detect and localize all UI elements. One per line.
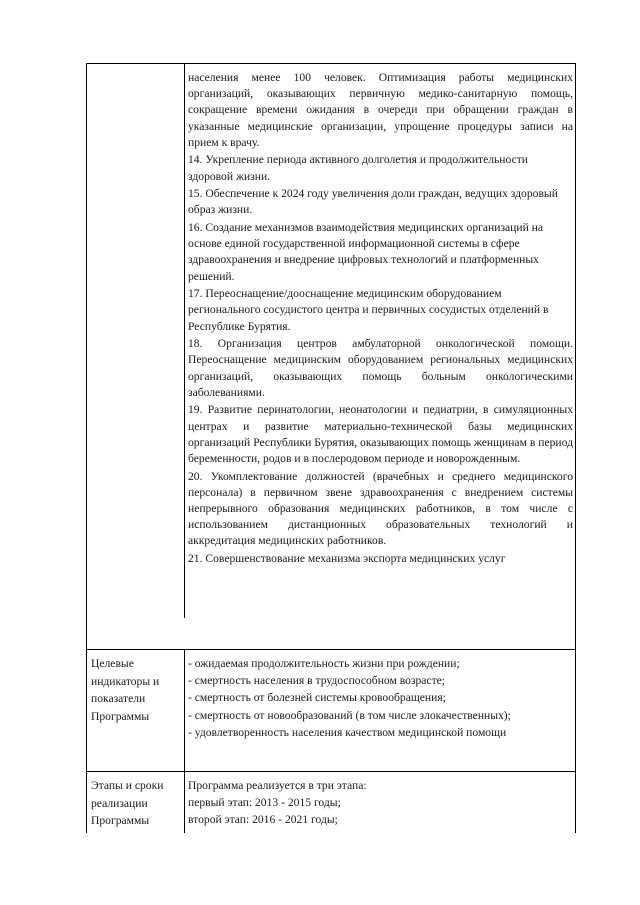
- task-paragraph: 20. Укомплектование должностей (врачебных и среднего медицинского персонала) в первичном звене здравоохранения с внедрением системы непрерывного образования медицинских работников, в том числе с использованием дистанционных образовательных технологий и аккредитация медицинских работников.: [188, 469, 573, 548]
- stage-item: первый этап: 2013 - 2015 годы;: [188, 796, 341, 810]
- indicators-label: [91, 655, 183, 725]
- task-paragraph: населения менее 100 человек. Оптимизация работы медицинских организаций, оказывающих первичную медико-санитарную помощь, сокращение времени ожидания в очереди при обращении граждан в указанные медицинские организации, упрощение процедуры записи на прием к врачу.: [188, 71, 573, 149]
- column-divider-top: [184, 63, 185, 618]
- indicator-item: - смертность от новообразований (в том числе злокачественных);: [188, 708, 511, 722]
- indicator-item: - ожидаемая продолжительность жизни при рождении;: [188, 657, 460, 670]
- task-paragraph: 15. Обеспечение к 2024 году увеличения доли граждан, ведущих здоровый образ жизни.: [188, 187, 558, 217]
- indicators-label-line: Целевые: [91, 657, 134, 670]
- indicator-item: - смертность населения в трудоспособном возрасте;: [188, 674, 446, 688]
- task-paragraph: 17. Переоснащение/дооснащение медицинским оборудованием регионального сосудистого центра и первичных сосудистых отделений в Республике Бурятия.: [188, 287, 549, 333]
- stages-label: [91, 777, 183, 830]
- stages-label-line: Программы: [91, 814, 150, 827]
- indicators-label-line: Программы: [91, 709, 150, 723]
- indicators-label-line: показатели: [91, 692, 146, 705]
- column-divider-indicators: [184, 649, 185, 833]
- indicators-label-line: индикаторы и: [91, 674, 160, 688]
- task-paragraph: 21. Совершенствование механизма экспорта медицинских услуг: [188, 552, 506, 566]
- stage-item: Программа реализуется в три этапа:: [188, 779, 367, 792]
- task-paragraph: 18. Организация центров амбулаторной онкологической помощи. Переоснащение медицинским оборудованием региональных медицинских организаций, оказывающих помощь больным онкологическими заболеваниями.: [188, 337, 573, 399]
- tasks-cell: [188, 70, 573, 567]
- indicator-item: - удовлетворенность населения качеством медицинской помощи: [188, 725, 507, 739]
- stages-label-line: реализации: [91, 796, 148, 810]
- stages-label-line: Этапы и сроки: [91, 779, 164, 792]
- table-top-border: [86, 63, 576, 64]
- task-paragraph: 14. Укрепление периода активного долголетия и продолжительности здоровой жизни.: [188, 153, 529, 183]
- row-divider-2: [86, 771, 576, 772]
- stages-list: [188, 777, 573, 829]
- row-divider-1: [86, 649, 576, 650]
- indicator-item: - смертность от болезней системы кровообращения;: [188, 691, 446, 705]
- table-right-border: [575, 63, 576, 833]
- indicators-list: [188, 655, 573, 741]
- task-paragraph: 16. Создание механизмов взаимодействия медицинских организаций на основе единой государственной информационной системы в сфере здравоохранения и внедрение цифровых технологий и платформенных решений.: [188, 221, 544, 283]
- task-paragraph: 19. Развитие перинатологии, неонатологии и педиатрии, в симуляционных центрах и развитие материально-технической базы медицинских организаций Республики Бурятия, оказывающих помощь женщинам в период беременности, родов и в послеродовом периоде и новорожденным.: [188, 403, 573, 466]
- table-left-border: [86, 63, 87, 833]
- stage-item: второй этап: 2016 - 2021 годы;: [188, 813, 338, 827]
